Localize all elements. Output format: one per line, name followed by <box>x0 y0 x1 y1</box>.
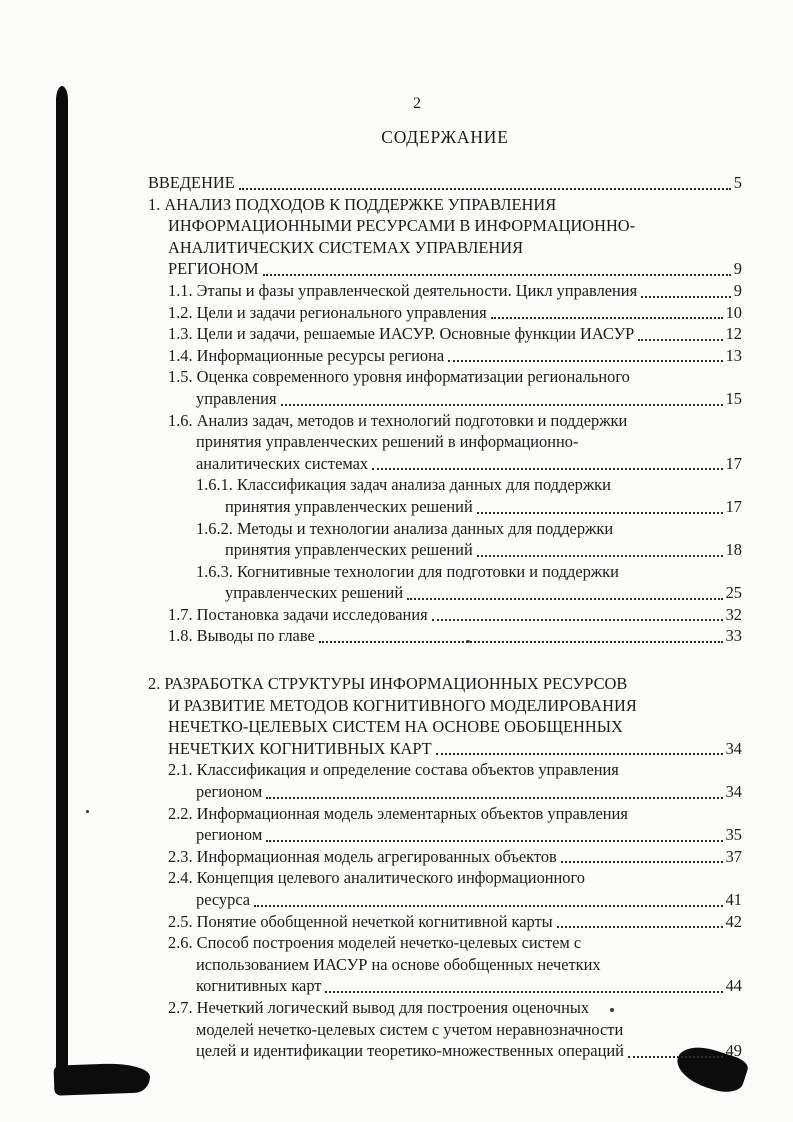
toc-entry-text: 1.6.2. Методы и технологии анализа данных для поддержки <box>196 518 614 538</box>
toc-entry-text: 1.6. Анализ задач, методов и технологий подготовки и поддержки <box>168 410 628 430</box>
dot-leader <box>372 468 723 470</box>
toc-line <box>148 258 742 280</box>
toc-line <box>148 932 742 954</box>
toc-line <box>148 889 742 911</box>
toc-entry-text: И РАЗВИТИЕ МЕТОДОВ КОГНИТИВНОГО МОДЕЛИРОВАНИЯ <box>168 695 637 715</box>
toc-line <box>148 215 742 237</box>
toc-page-number: 35 <box>725 825 742 845</box>
toc-entry-text: регионом <box>196 825 263 845</box>
toc-entry-text: когнитивных карт <box>196 976 322 996</box>
toc-entry-text: РЕГИОНОМ <box>168 259 259 279</box>
toc-line <box>148 496 742 518</box>
toc-entry-text: 1.8. Выводы по главе <box>168 626 315 646</box>
toc-line <box>148 518 742 540</box>
dot-leader <box>325 991 722 993</box>
dot-leader <box>254 905 723 907</box>
toc-page-number: 9 <box>733 280 742 300</box>
toc-line <box>148 759 742 781</box>
toc-line <box>148 846 742 868</box>
dot-leader <box>432 619 723 621</box>
toc-line <box>148 695 742 717</box>
toc-page-number: 42 <box>725 911 742 931</box>
toc-entry-text: управления <box>196 388 277 408</box>
dot-leader <box>491 317 723 319</box>
toc-entry-text: 2.2. Информационная модель элементарных объектов управления <box>168 803 628 823</box>
toc-line <box>148 194 742 216</box>
toc-line <box>148 781 742 803</box>
toc-entry-text: 1.6.3. Когнитивные технологии для подготовки и поддержки <box>196 561 619 581</box>
dot-leader <box>628 1056 723 1058</box>
toc-entry-text: АНАЛИТИЧЕСКИХ СИСТЕМАХ УПРАВЛЕНИЯ <box>168 237 524 257</box>
toc-page-number: 17 <box>725 453 742 473</box>
dot-leader <box>561 861 723 863</box>
toc-entry-text: использованием ИАСУР на основе обобщенных нечетких <box>196 954 601 974</box>
toc-entry-text: 1.3. Цели и задачи, решаемые ИАСУР. Основные функции ИАСУР <box>168 324 635 344</box>
toc-page-number: 12 <box>725 324 742 344</box>
dot-leader <box>477 512 723 514</box>
toc-page-number: 25 <box>725 583 742 603</box>
toc-page-number: 41 <box>725 890 742 909</box>
toc-entry-text: аналитических системах <box>196 453 369 473</box>
toc-line <box>148 824 742 846</box>
toc-line <box>148 867 742 889</box>
dot-leader <box>407 598 723 600</box>
toc-line <box>148 911 742 933</box>
toc-line <box>148 803 742 825</box>
toc-page-number: 37 <box>725 846 742 866</box>
dot-leader <box>448 360 722 362</box>
toc-entry-text: регионом <box>196 782 263 802</box>
toc-line <box>148 738 742 760</box>
toc-entry-text: 1.4. Информационные ресурсы региона <box>168 345 445 365</box>
toc-entry-text: 2.7. Нечеткий логический вывод для построения оценочных <box>168 997 590 1017</box>
dot-leader <box>266 797 722 799</box>
toc-line <box>148 431 742 453</box>
toc-line <box>148 410 742 432</box>
toc-page-number: 18 <box>725 540 742 560</box>
toc-entry-text: принятия управленческих решений <box>225 540 473 560</box>
toc-entry-text: 1.6.1. Классификация задач анализа данных для поддержки <box>196 475 611 495</box>
toc-line <box>148 474 742 496</box>
toc-entry-text: 1.5. Оценка современного уровня информатизации регионального <box>168 367 630 387</box>
dot-leader <box>319 641 723 643</box>
toc-line <box>148 323 742 345</box>
dot-leader <box>557 926 723 928</box>
dot-leader <box>281 404 723 406</box>
scan-artifact-left-edge <box>56 86 68 1088</box>
scan-artifact-bottom-left <box>54 1062 151 1095</box>
toc-entry-text: 1.7. Постановка задачи исследования <box>168 604 428 624</box>
toc-entry-text: принятия управленческих решений <box>225 496 473 516</box>
toc-entry-text: принятия управленческих решений в информационно- <box>196 432 579 452</box>
toc-entry-text: 2.4. Концепция целевого аналитического информационного <box>168 868 586 888</box>
toc-line <box>148 453 742 475</box>
toc-line <box>148 954 742 976</box>
dot-leader <box>266 840 722 842</box>
toc-entry-text: 2.1. Классификация и определение состава объектов управления <box>168 760 619 780</box>
toc-line <box>148 345 742 367</box>
toc-entry-text: НЕЧЕТКИХ КОГНИТИВНЫХ КАРТ <box>168 738 432 758</box>
toc-line <box>148 604 742 626</box>
toc-line <box>148 716 742 738</box>
toc-entry-text: 1.1. Этапы и фазы управленческой деятельности. Цикл управления <box>168 280 638 300</box>
dot-leader <box>436 753 723 755</box>
toc-page-number: 44 <box>725 976 742 996</box>
toc-page-number: 9 <box>733 259 742 279</box>
toc-page-number: 34 <box>725 782 742 802</box>
toc-entry-text: НЕЧЕТКО-ЦЕЛЕВЫХ СИСТЕМ НА ОСНОВЕ ОБОБЩЕННЫХ <box>168 717 623 737</box>
toc <box>148 172 742 1062</box>
toc-line <box>148 539 742 561</box>
dot-leader <box>638 339 722 341</box>
toc-line <box>148 975 742 997</box>
toc-line <box>148 172 742 194</box>
dot-leader <box>641 296 731 298</box>
toc-page-number: 49 <box>725 1041 742 1061</box>
dot-leader <box>239 188 731 190</box>
toc-page-number: 13 <box>725 345 742 365</box>
toc-entry-text: 1. АНАЛИЗ ПОДХОДОВ К ПОДДЕРЖКЕ УПРАВЛЕНИЯ <box>148 194 557 214</box>
toc-line <box>148 561 742 583</box>
toc-entry-text: ресурса <box>196 890 251 909</box>
toc-title: СОДЕРЖАНИЕ <box>381 127 509 147</box>
toc-line <box>148 582 742 604</box>
toc-entry-text: 1.2. Цели и задачи регионального управления <box>168 302 487 322</box>
toc-entry-text: управленческих решений <box>225 583 404 603</box>
toc-line <box>148 280 742 302</box>
toc-entry-text: 2. РАЗРАБОТКА СТРУКТУРЫ ИНФОРМАЦИОННЫХ РЕСУРСОВ <box>148 674 628 694</box>
toc-line <box>148 302 742 324</box>
toc-page-number: 34 <box>725 738 742 758</box>
toc-page-number: 5 <box>733 173 742 192</box>
toc-page-number: 33 <box>725 626 742 646</box>
toc-entry-text: моделей нечетко-целевых систем с учетом неравнозначности <box>196 1019 624 1039</box>
toc-line <box>148 1040 742 1062</box>
toc-line <box>148 625 742 647</box>
toc-page-number: 17 <box>725 496 742 516</box>
toc-entry-text: 2.6. Способ построения моделей нечетко-целевых систем с <box>168 933 582 953</box>
dot-leader <box>477 555 723 557</box>
toc-entry-text: ВВЕДЕНИЕ <box>148 173 235 192</box>
scan-speck <box>86 810 89 813</box>
toc-line <box>148 1019 742 1041</box>
toc-entry-text: 2.5. Понятие обобщенной нечеткой когнитивной карты <box>168 911 553 931</box>
toc-line <box>148 366 742 388</box>
toc-line <box>148 997 742 1019</box>
toc-page-number: 10 <box>725 302 742 322</box>
dot-leader <box>263 274 731 276</box>
toc-line <box>148 388 742 410</box>
toc-entry-text: 2.3. Информационная модель агрегированных объектов <box>168 846 557 866</box>
toc-entry-text: ИНФОРМАЦИОННЫМИ РЕСУРСАМИ В ИНФОРМАЦИОННО- <box>168 216 636 236</box>
toc-page-number: 15 <box>725 388 742 408</box>
toc-page-number: 32 <box>725 604 742 624</box>
page-number: 2 <box>413 95 421 112</box>
toc-line <box>148 237 742 259</box>
toc-entry-text: целей и идентификации теоретико-множественных операций <box>196 1041 624 1061</box>
toc-line <box>148 673 742 695</box>
